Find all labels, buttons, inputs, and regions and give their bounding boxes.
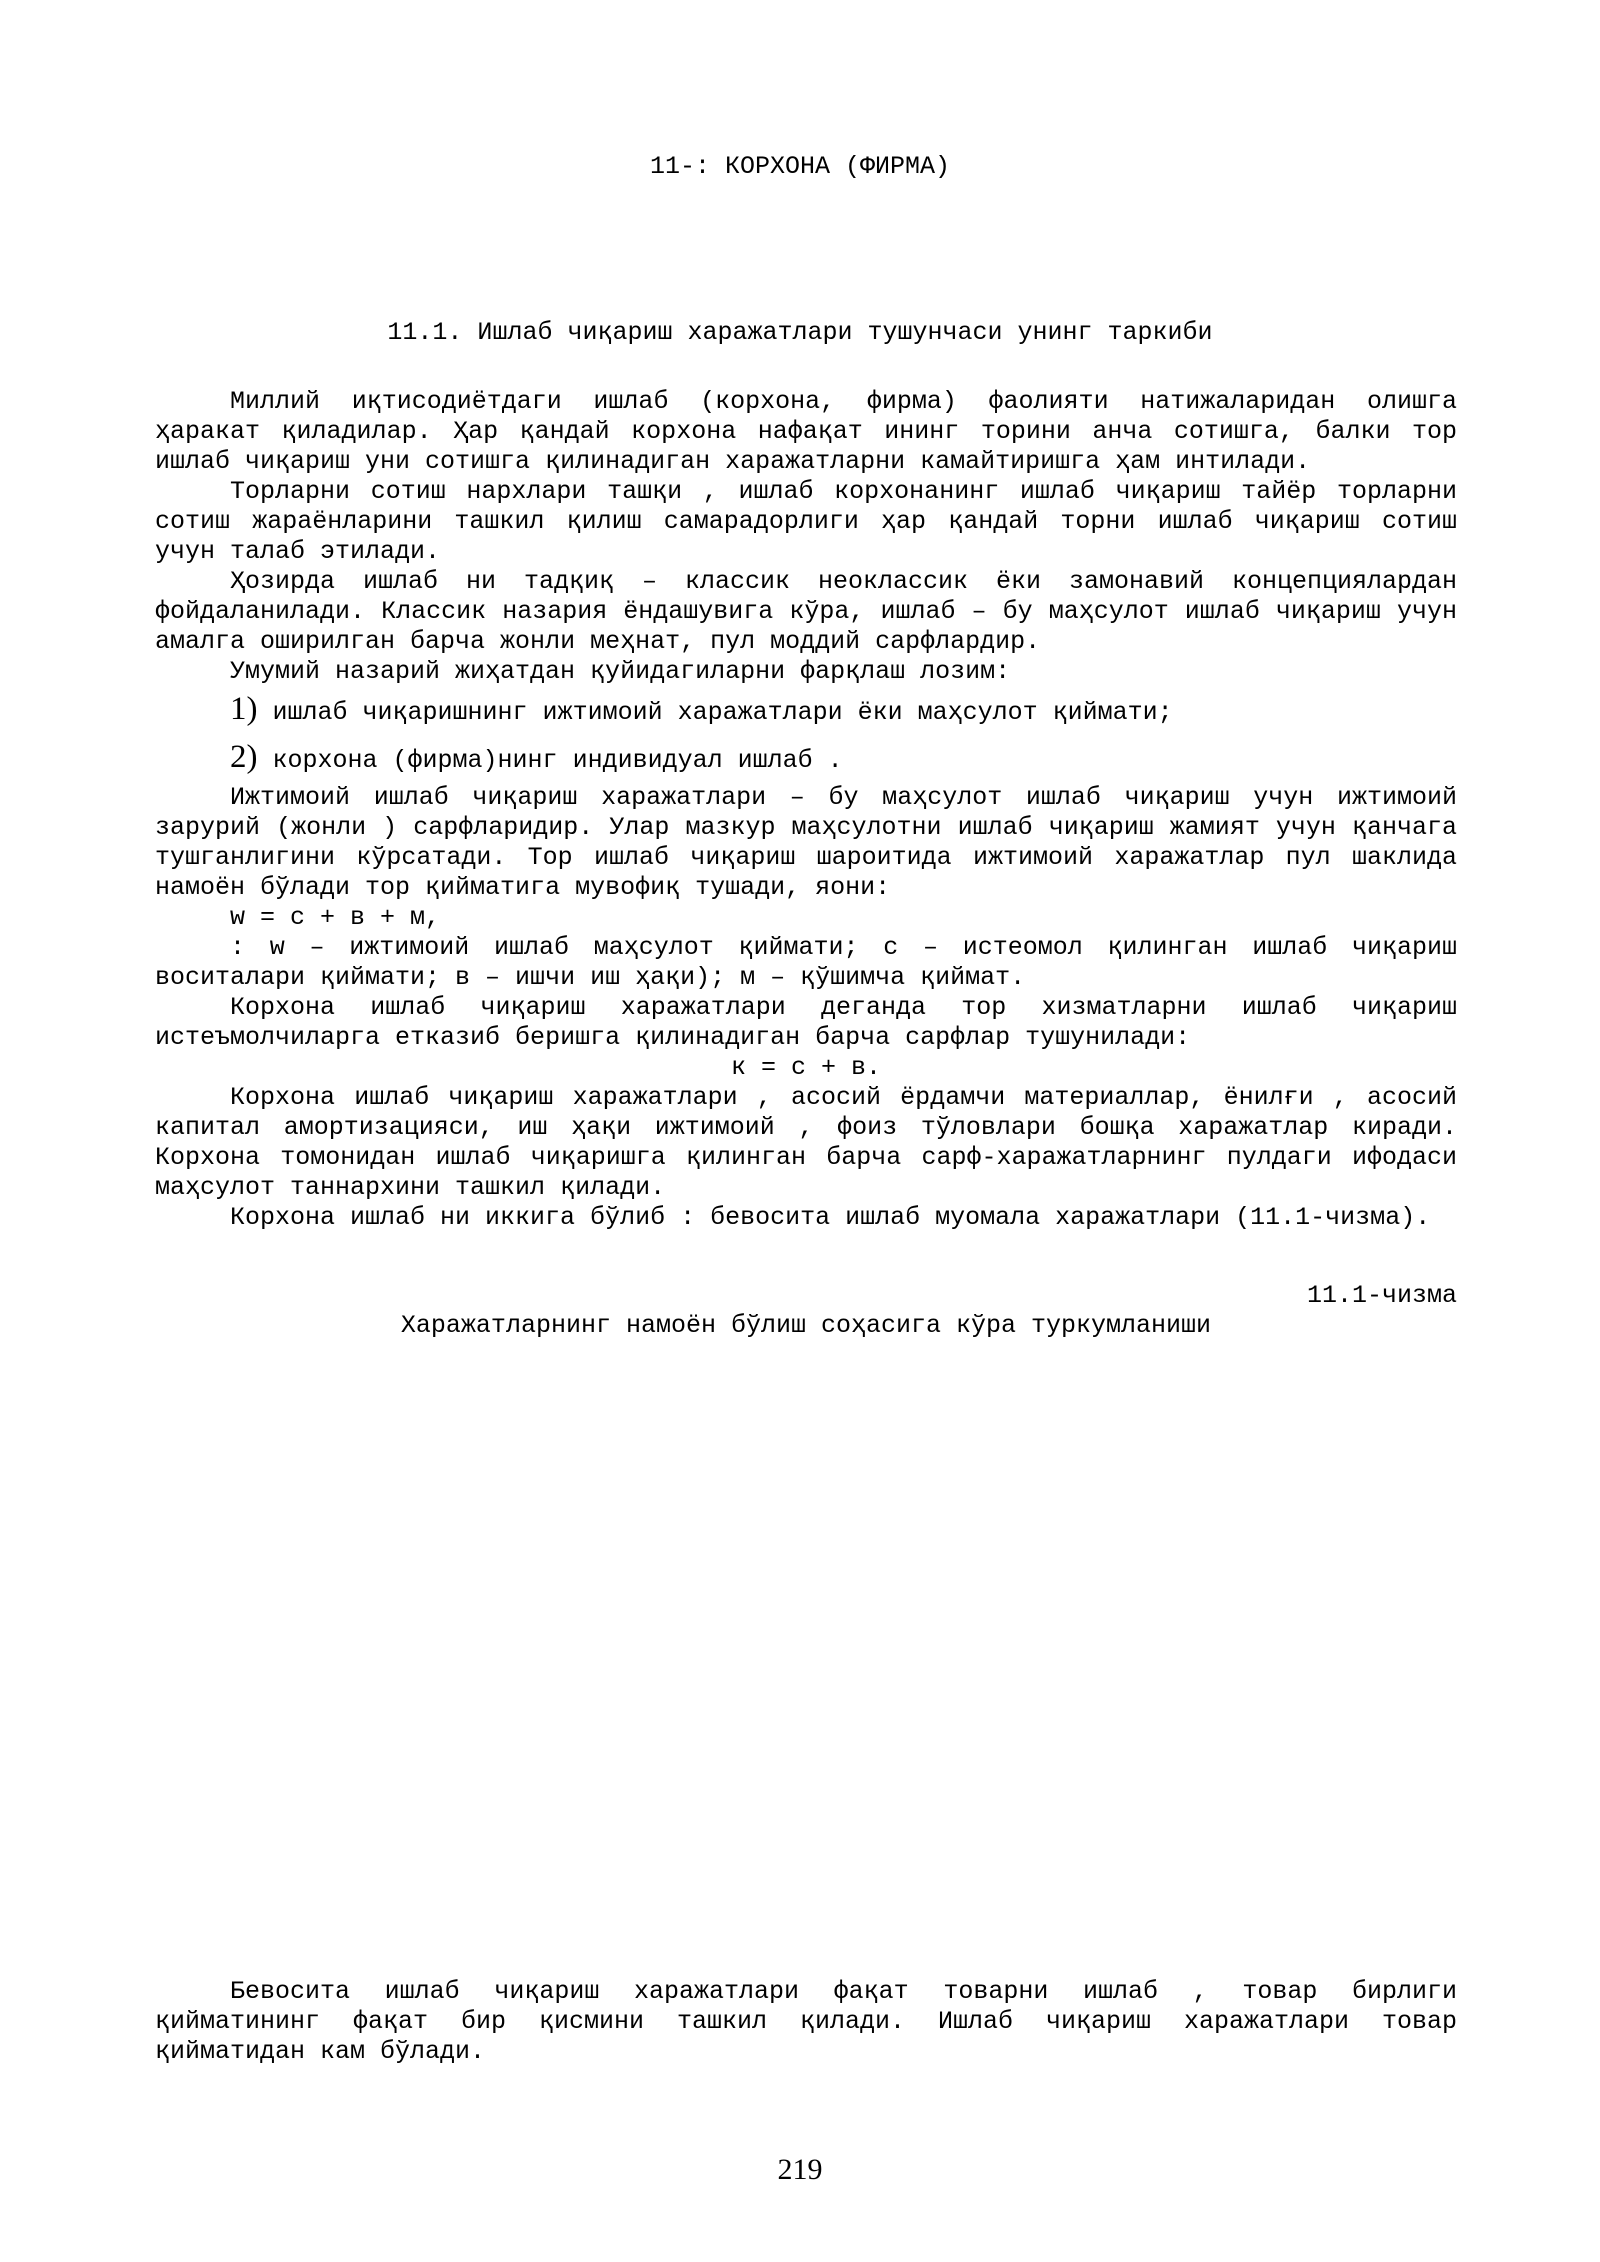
paragraph: Ҳозирда ишлаб ни тадқиқ – классик неоклассик ёки замонавий концепциялардан фойдаланилади. Классик назария ёндашувига кўра, ишлаб – бу маҳсулот ишлаб чиқариш учун амалга оширилган барча жонли меҳнат, пул моддий сарфлардир. bbox=[155, 567, 1457, 656]
list-text: ишлаб чиқаришнинг ижтимоий харажатлари ёки маҳсулот қиймати; bbox=[272, 698, 1173, 727]
paragraph: Миллий иқтисодиётдаги ишлаб (корхона, фирма) фаолияти натижаларидан олишга ҳаракат қиладилар. Ҳар қандай корхона нафақат ининг торини анча сотишга, балки тор ишлаб чиқариш уни сотишга қилинадиган харажатларни камайтиришга ҳам интилади. bbox=[155, 387, 1457, 476]
section-title: 11.1. Ишлаб чиқариш харажатлари тушунчаси унинг таркиби bbox=[387, 318, 1213, 347]
bottom-text bbox=[155, 1977, 1457, 2067]
list-number: 2) bbox=[230, 739, 258, 775]
paragraph: Умумий назарий жиҳатдан қуйидагиларни фарқлаш лозим: bbox=[230, 657, 1011, 686]
list-item bbox=[155, 687, 1457, 735]
paragraph: Корхона ишлаб чиқариш харажатлари деганда тор хизматларни ишлаб чиқариш истеъмолчиларга етказиб беришга қилинадиган барча сарфлар тушунилади: bbox=[155, 993, 1457, 1052]
figure-number: 11.1-чизма bbox=[1306, 1281, 1457, 1310]
paragraph: Корхона ишлаб ни иккига бўлиб : бевосита ишлаб муомала харажатлари (11.1-чизма). bbox=[230, 1203, 1431, 1232]
formula-explanation: : w – ижтимоий ишлаб маҳсулот қиймати; c – истеомол қилинган ишлаб чиқариш воситалари қиймати; в – ишчи иш ҳақи); м – қўшимча қиймат. bbox=[155, 933, 1457, 992]
list-number: 1) bbox=[230, 691, 258, 727]
figure-title: Харажатларнинг намоён бўлиш соҳасига кўра туркумланиши bbox=[400, 1311, 1212, 1340]
list-item bbox=[155, 735, 1457, 783]
paragraph: Торларни сотиш нархлари ташқи , ишлаб корхонанинг ишлаб чиқариш тайёр торларни сотиш жараёнларини ташкил қилиш самарадорлиги ҳар қандай торни ишлаб чиқариш сотиш учун талаб этилади. bbox=[155, 477, 1457, 566]
page-number: 219 bbox=[777, 2153, 823, 2186]
paragraph: Бевосита ишлаб чиқариш харажатлари фақат товарни ишлаб , товар бирлиги қийматининг фақат бир қисмини ташкил қилади. Ишлаб чиқариш харажатлари товар қийматидан кам бўлади. bbox=[155, 1977, 1457, 2066]
list-text: корхона (фирма)нинг индивидуал ишлаб . bbox=[272, 746, 843, 775]
paragraph: Ижтимоий ишлаб чиқариш харажатлари – бу маҳсулот ишлаб чиқариш учун ижтимоий зарурий (жонли ) сарфларидир. Улар мазкур маҳсулотни ишлаб чиқариш жамият учун қанчага тушганлигини кўрсатади. Тор ишлаб чиқариш шароитида ижтимоий харажатлар пул шаклида намоён бўлади тор қийматига мувофиқ тушади, яони: bbox=[155, 783, 1457, 902]
chapter-title: 11-: КОРХОНА (ФИРМА) bbox=[649, 152, 951, 181]
formula-social-value: w = c + в + м, bbox=[230, 903, 441, 932]
body-text bbox=[155, 387, 1457, 1341]
paragraph: Корхона ишлаб чиқариш харажатлари , асосий ёрдамчи материаллар, ёнилғи , асосий капитал амортизацияси, иш ҳақи ижтимоий , фоиз тўловлари бошқа харажатлар киради. Корхона томонидан ишлаб чиқаришга қилинган барча сарф-харажатларнинг пулдаги ифодаси маҳсулот таннархини ташкил қилади. bbox=[155, 1083, 1457, 1202]
formula-enterprise-cost: к = с + в. bbox=[730, 1053, 882, 1082]
